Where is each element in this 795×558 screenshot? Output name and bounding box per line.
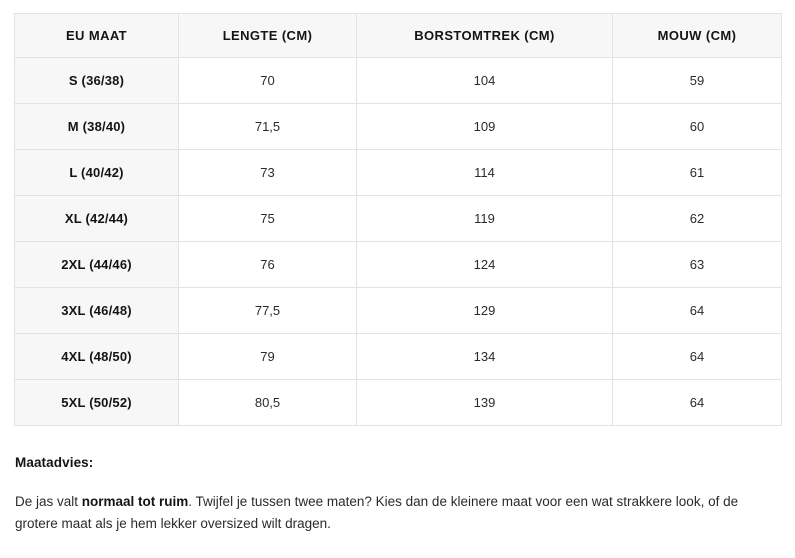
- cell-borstomtrek: 139: [357, 380, 613, 426]
- cell-borstomtrek: 119: [357, 196, 613, 242]
- cell-size: L (40/42): [15, 150, 179, 196]
- cell-borstomtrek: 134: [357, 334, 613, 380]
- column-header-eu-maat: EU MAAT: [15, 14, 179, 58]
- cell-mouw: 63: [613, 242, 782, 288]
- table-row: [15, 288, 782, 334]
- table-row: [15, 150, 782, 196]
- table-row: [15, 58, 782, 104]
- cell-mouw: 59: [613, 58, 782, 104]
- size-advice-text: [15, 491, 779, 536]
- size-chart-table: [14, 13, 782, 426]
- table-row: [15, 380, 782, 426]
- cell-size: S (36/38): [15, 58, 179, 104]
- cell-size: 4XL (48/50): [15, 334, 179, 380]
- cell-lengte: 80,5: [179, 380, 357, 426]
- cell-lengte: 73: [179, 150, 357, 196]
- cell-lengte: 79: [179, 334, 357, 380]
- cell-lengte: 75: [179, 196, 357, 242]
- column-header-mouw: MOUW (CM): [613, 14, 782, 58]
- cell-borstomtrek: 129: [357, 288, 613, 334]
- cell-size: XL (42/44): [15, 196, 179, 242]
- cell-mouw: 64: [613, 288, 782, 334]
- cell-size: 5XL (50/52): [15, 380, 179, 426]
- column-header-borstomtrek: BORSTOMTREK (CM): [357, 14, 613, 58]
- table-row: [15, 104, 782, 150]
- advice-text-before: De jas valt: [15, 494, 82, 509]
- table-row: [15, 334, 782, 380]
- cell-mouw: 64: [613, 380, 782, 426]
- advice-text-after: . Twijfel je tussen twee maten? Kies dan de kleinere maat voor een wat strakkere look, of de grotere maat als je hem lekker oversized wilt dragen.: [15, 494, 739, 532]
- cell-borstomtrek: 114: [357, 150, 613, 196]
- cell-lengte: 71,5: [179, 104, 357, 150]
- cell-size: 2XL (44/46): [15, 242, 179, 288]
- cell-lengte: 70: [179, 58, 357, 104]
- cell-borstomtrek: 124: [357, 242, 613, 288]
- column-header-lengte: LENGTE (CM): [179, 14, 357, 58]
- cell-mouw: 61: [613, 150, 782, 196]
- cell-size: M (38/40): [15, 104, 179, 150]
- table-row: [15, 196, 782, 242]
- size-advice-section: [14, 455, 781, 536]
- cell-mouw: 60: [613, 104, 782, 150]
- cell-mouw: 62: [613, 196, 782, 242]
- cell-mouw: 64: [613, 334, 782, 380]
- cell-lengte: 77,5: [179, 288, 357, 334]
- cell-size: 3XL (46/48): [15, 288, 179, 334]
- table-header-row: [15, 14, 782, 58]
- size-advice-title: Maatadvies:: [15, 455, 94, 470]
- table-row: [15, 242, 782, 288]
- cell-borstomtrek: 104: [357, 58, 613, 104]
- cell-borstomtrek: 109: [357, 104, 613, 150]
- cell-lengte: 76: [179, 242, 357, 288]
- advice-text-emphasis: normaal tot ruim: [81, 494, 189, 509]
